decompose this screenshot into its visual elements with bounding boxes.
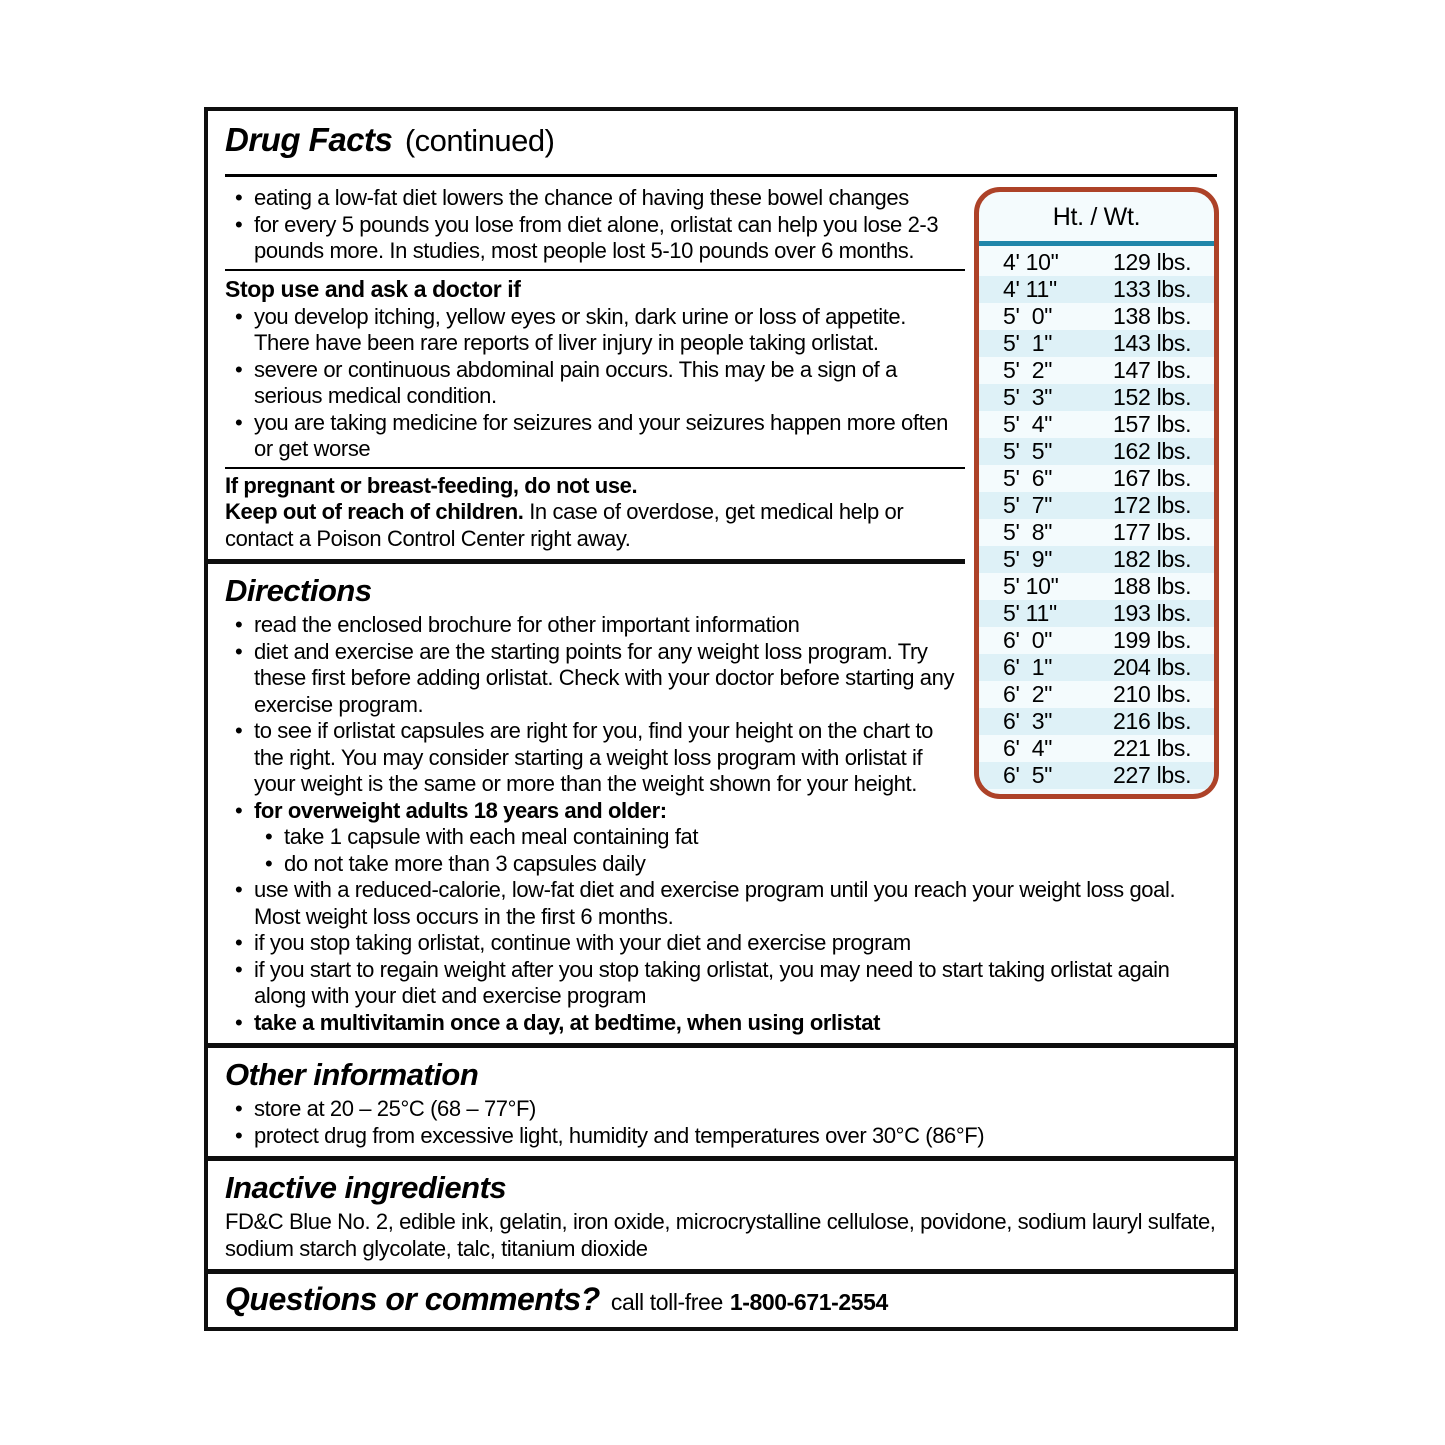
bullet-marker: • <box>235 1122 243 1148</box>
weight-value: 182 lbs. <box>1113 546 1192 572</box>
height-value: 5' 7" <box>1003 492 1053 518</box>
height-weight-rows <box>979 246 1214 794</box>
height-value: 5' 9" <box>1003 546 1053 572</box>
bullet-item: • eating a low-fat diet lowers the chance of having these bowel changes <box>235 185 909 210</box>
section-divider <box>225 269 965 271</box>
bullet-item: • you are taking medicine for seizures and your seizures happen more often or get worse <box>235 409 948 461</box>
height-value: 5' 10" <box>1003 573 1059 599</box>
bullet-marker: • <box>235 638 243 664</box>
height-weight-row <box>979 681 1214 708</box>
bullet-marker: • <box>235 956 243 982</box>
height-value: 5' 0" <box>1003 303 1053 329</box>
weight-value: 143 lbs. <box>1113 330 1192 356</box>
inactive-ingredients-list: FD&C Blue No. 2, edible ink, gelatin, iron oxide, microcrystalline cellulose, povidone, sodium lauryl sulfate, sodium starch glycolate, talc, titanium dioxide <box>225 1209 1216 1261</box>
bullet-item: • do not take more than 3 capsules daily <box>265 850 646 876</box>
height-value: 5' 2" <box>1003 357 1053 383</box>
weight-value: 129 lbs. <box>1113 249 1192 275</box>
height-weight-row <box>979 519 1214 546</box>
height-value: 4' 10" <box>1003 249 1059 275</box>
height-weight-row <box>979 762 1214 789</box>
bullet-marker: • <box>235 1096 243 1121</box>
height-weight-row <box>979 411 1214 438</box>
bullet-item: • take a multivitamin once a day, at bedtime, when using orlistat <box>235 1009 880 1035</box>
drug-facts-title: Drug Facts <box>225 121 393 158</box>
height-value: 5' 8" <box>1003 519 1053 545</box>
drug-facts-panel <box>204 107 1238 1331</box>
height-value: 5' 3" <box>1003 384 1053 410</box>
height-value: 6' 5" <box>1003 762 1053 788</box>
weight-value: 204 lbs. <box>1113 654 1192 680</box>
bullet-marker: • <box>235 930 243 955</box>
weight-value: 172 lbs. <box>1113 492 1192 518</box>
bullet-marker: • <box>235 612 243 637</box>
bullet-item: • diet and exercise are the starting points for any weight loss program. Try these first before adding orlistat. Check with your doctor before starting any exercise program. <box>235 638 955 717</box>
page-title <box>225 119 1217 168</box>
bullet-item: • read the enclosed brochure for other important information <box>235 612 800 637</box>
weight-value: 133 lbs. <box>1113 276 1192 302</box>
height-value: 6' 4" <box>1003 735 1053 761</box>
height-weight-chart-header: Ht. / Wt. <box>1052 203 1141 231</box>
height-weight-row <box>979 654 1214 681</box>
height-weight-row <box>979 357 1214 384</box>
toll-free-phone-number: 1-800-671-2554 <box>729 1289 888 1315</box>
weight-value: 152 lbs. <box>1113 384 1192 410</box>
drug-facts-continued: (continued) <box>404 123 555 158</box>
height-weight-row <box>979 546 1214 573</box>
height-weight-row <box>979 735 1214 762</box>
height-value: 6' 2" <box>1003 681 1053 707</box>
stop-use-heading: Stop use and ask a doctor if <box>225 275 521 302</box>
weight-value: 138 lbs. <box>1113 303 1192 329</box>
other-information-heading: Other information <box>225 1057 479 1092</box>
height-weight-row <box>979 600 1214 627</box>
section-divider <box>208 1269 1234 1274</box>
keep-out-of-reach-warning: Keep out of reach of children. In case of overdose, get medical help or contact a Poison Control Center right away. <box>225 499 904 551</box>
inactive-ingredients-heading: Inactive ingredients <box>225 1170 507 1205</box>
weight-value: 210 lbs. <box>1113 681 1192 707</box>
bullet-marker: • <box>235 303 243 329</box>
height-weight-row <box>979 249 1214 276</box>
height-weight-row <box>979 330 1214 357</box>
pregnancy-warning: If pregnant or breast-feeding, do not use. <box>225 472 638 498</box>
height-weight-row <box>979 303 1214 330</box>
bullet-item: • use with a reduced-calorie, low-fat diet and exercise program until you reach your weight loss goal. Most weight loss occurs in the first 6 months. <box>235 877 1176 929</box>
section-divider <box>225 467 965 469</box>
bullet-item: • if you start to regain weight after you stop taking orlistat, you may need to start taking orlistat again along with your diet and exercise program <box>235 956 1170 1008</box>
call-toll-free-label: call toll-free <box>610 1289 723 1315</box>
bullet-item: • if you stop taking orlistat, continue with your diet and exercise program <box>235 930 911 955</box>
height-weight-row <box>979 708 1214 735</box>
bullet-item: • store at 20 – 25°C (68 – 77°F) <box>235 1096 536 1121</box>
weight-value: 193 lbs. <box>1113 600 1192 626</box>
bullet-item: • protect drug from excessive light, humidity and temperatures over 30°C (86°F) <box>235 1122 985 1148</box>
height-value: 5' 11" <box>1003 600 1057 626</box>
bullet-marker: • <box>235 877 243 902</box>
height-weight-row <box>979 438 1214 465</box>
height-weight-row <box>979 492 1214 519</box>
other-information-bullets <box>208 1096 1234 1149</box>
bullet-item: • take 1 capsule with each meal containing fat <box>265 824 699 849</box>
section-divider <box>208 1156 1234 1161</box>
bullet-item: • for overweight adults 18 years and older: <box>235 797 667 823</box>
bullet-marker: • <box>235 211 243 237</box>
section-other-information <box>208 1055 1234 1149</box>
directions-heading: Directions <box>225 573 372 608</box>
weight-value: 221 lbs. <box>1113 735 1192 761</box>
height-value: 5' 1" <box>1003 330 1053 356</box>
weight-value: 216 lbs. <box>1113 708 1192 734</box>
bullet-item: • severe or continuous abdominal pain occurs. This may be a sign of a serious medical condition. <box>235 356 897 408</box>
weight-value: 157 lbs. <box>1113 411 1192 437</box>
height-value: 6' 3" <box>1003 708 1053 734</box>
height-weight-chart <box>974 187 1219 799</box>
height-value: 5' 6" <box>1003 465 1053 491</box>
section-divider <box>208 559 965 564</box>
weight-value: 147 lbs. <box>1113 357 1192 383</box>
bullet-marker: • <box>265 850 273 876</box>
weight-value: 199 lbs. <box>1113 627 1192 653</box>
height-value: 5' 5" <box>1003 438 1053 464</box>
height-weight-row <box>979 573 1214 600</box>
bullet-item: • to see if orlistat capsules are right for you, find your height on the chart to the right. You may consider starting a weight loss program with orlistat if your weight is the same or more than the weight shown for your height. <box>235 718 933 796</box>
weight-value: 162 lbs. <box>1113 438 1192 464</box>
height-weight-row <box>979 627 1214 654</box>
height-value: 4' 11" <box>1003 276 1057 302</box>
bullet-marker: • <box>265 824 273 849</box>
bullet-marker: • <box>235 409 243 435</box>
bullet-marker: • <box>235 356 243 382</box>
bullet-marker: • <box>235 1009 243 1035</box>
title-divider <box>225 174 1217 177</box>
height-value: 6' 1" <box>1003 654 1053 680</box>
questions-heading: Questions or comments? <box>225 1281 600 1317</box>
height-weight-row <box>979 276 1214 303</box>
section-divider <box>208 1043 1234 1048</box>
section-inactive-ingredients <box>208 1168 1234 1262</box>
weight-value: 188 lbs. <box>1113 573 1192 599</box>
height-value: 5' 4" <box>1003 411 1053 437</box>
bullet-marker: • <box>235 797 243 823</box>
bullet-item: • you develop itching, yellow eyes or skin, dark urine or loss of appetite. There have been rare reports of liver injury in people taking orlistat. <box>235 303 906 355</box>
bullet-marker: • <box>235 185 243 210</box>
height-weight-row <box>979 465 1214 492</box>
weight-value: 167 lbs. <box>1113 465 1192 491</box>
weight-value: 177 lbs. <box>1113 519 1192 545</box>
bullet-marker: • <box>235 718 243 743</box>
height-value: 6' 0" <box>1003 627 1053 653</box>
height-weight-row <box>979 384 1214 411</box>
weight-value: 227 lbs. <box>1113 762 1192 788</box>
bullet-item: • for every 5 pounds you lose from diet alone, orlistat can help you lose 2-3 pounds more. In studies, most people lost 5-10 pounds over 6 months. <box>235 211 939 263</box>
section-questions <box>225 1281 1217 1318</box>
